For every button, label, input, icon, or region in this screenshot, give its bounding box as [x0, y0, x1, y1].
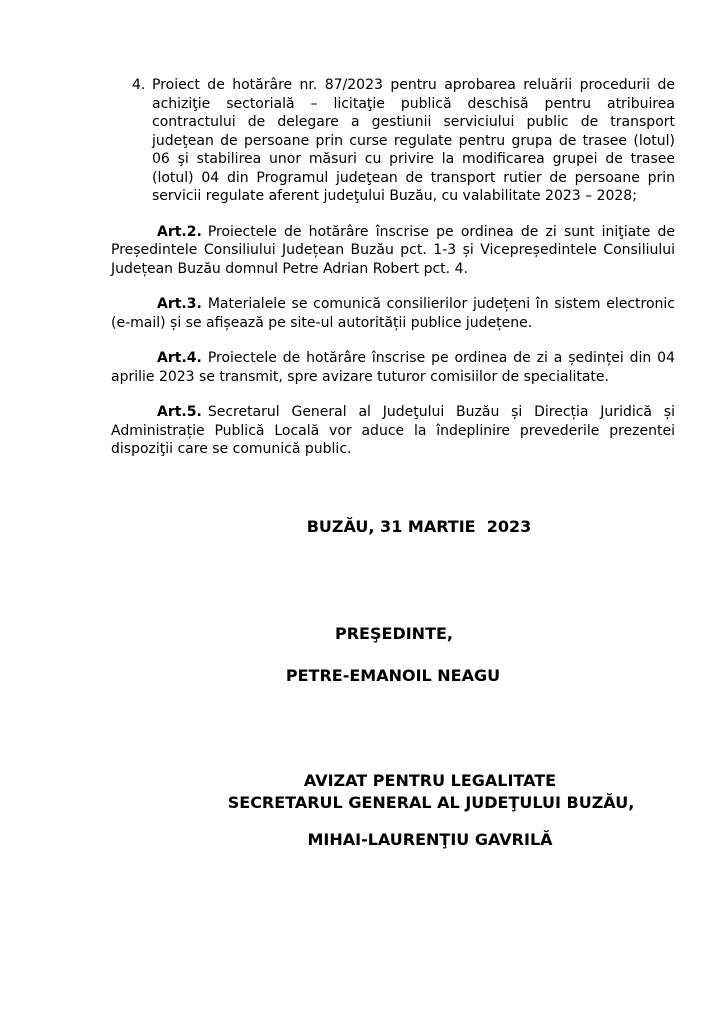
- agenda-item-4: [111, 76, 675, 206]
- place-date-line: BUZĂU, 31 MARTIE 2023: [306, 517, 532, 536]
- agenda-item-number: 4.: [132, 77, 146, 93]
- article-3-text: Materialele se comunică consilierilor județeni în sistem electronic (e-mail) și se afișează pe site-ul autorității publice județene.: [111, 296, 675, 331]
- document-body: [111, 76, 675, 459]
- president-name: PETRE-EMANOIL NEAGU: [285, 666, 501, 685]
- article-4-label: Art.4.: [157, 350, 202, 366]
- article-5-text: Secretarul General al Judeţului Buzău și Direcția Juridică și Administrație Publică Locală vor aduce la îndeplinire prevederile prezentei dispoziţii care se comunică public.: [111, 404, 675, 457]
- president-title: PREŞEDINTE,: [335, 624, 453, 643]
- agenda-item-text: Proiect de hotărâre nr. 87/2023 pentru aprobarea reluării procedurii de achiziţie sectorială – licitaţie publică deschisă pentru atribuirea contractului de delegare a gestiunii serviciului public de transport judeţean de persoane prin curse regulate pentru grupa de trasee (lotul) 06 şi stabilirea unor măsuri cu privire la modificarea grupei de trasee (lotul) 04 din Programul judeţean de transport rutier de persoane prin servicii regulate aferent judeţului Buzău, cu valabilitate 2023 – 2028;: [152, 77, 675, 204]
- secretary-general-name: MIHAI-LAURENŢIU GAVRILĂ: [307, 830, 553, 849]
- secretary-general-title: SECRETARUL GENERAL AL JUDEŢULUI BUZĂU,: [227, 793, 635, 812]
- article-2-text: Proiectele de hotărâre înscrise pe ordinea de zi sunt iniţiate de Președintele Consiliului Județean Buzău pct. 1-3 și Vicepreședintele Consiliului Județean Buzău domnul Petre Adrian Robert pct. 4.: [111, 223, 675, 277]
- article-5: [111, 403, 675, 459]
- article-2: [111, 223, 675, 279]
- article-4-text: Proiectele de hotărâre înscrise pe ordinea de zi a ședinței din 04 aprilie 2023 se transmit, spre avizare tuturor comisiilor de specialitate.: [111, 350, 675, 385]
- legality-approval-line: AVIZAT PENTRU LEGALITATE: [303, 771, 557, 790]
- article-2-label: Art.2.: [157, 223, 202, 240]
- article-3: [111, 295, 675, 332]
- article-4: [111, 349, 675, 386]
- article-5-label: Art.5.: [157, 404, 202, 420]
- article-3-label: Art.3.: [157, 296, 202, 312]
